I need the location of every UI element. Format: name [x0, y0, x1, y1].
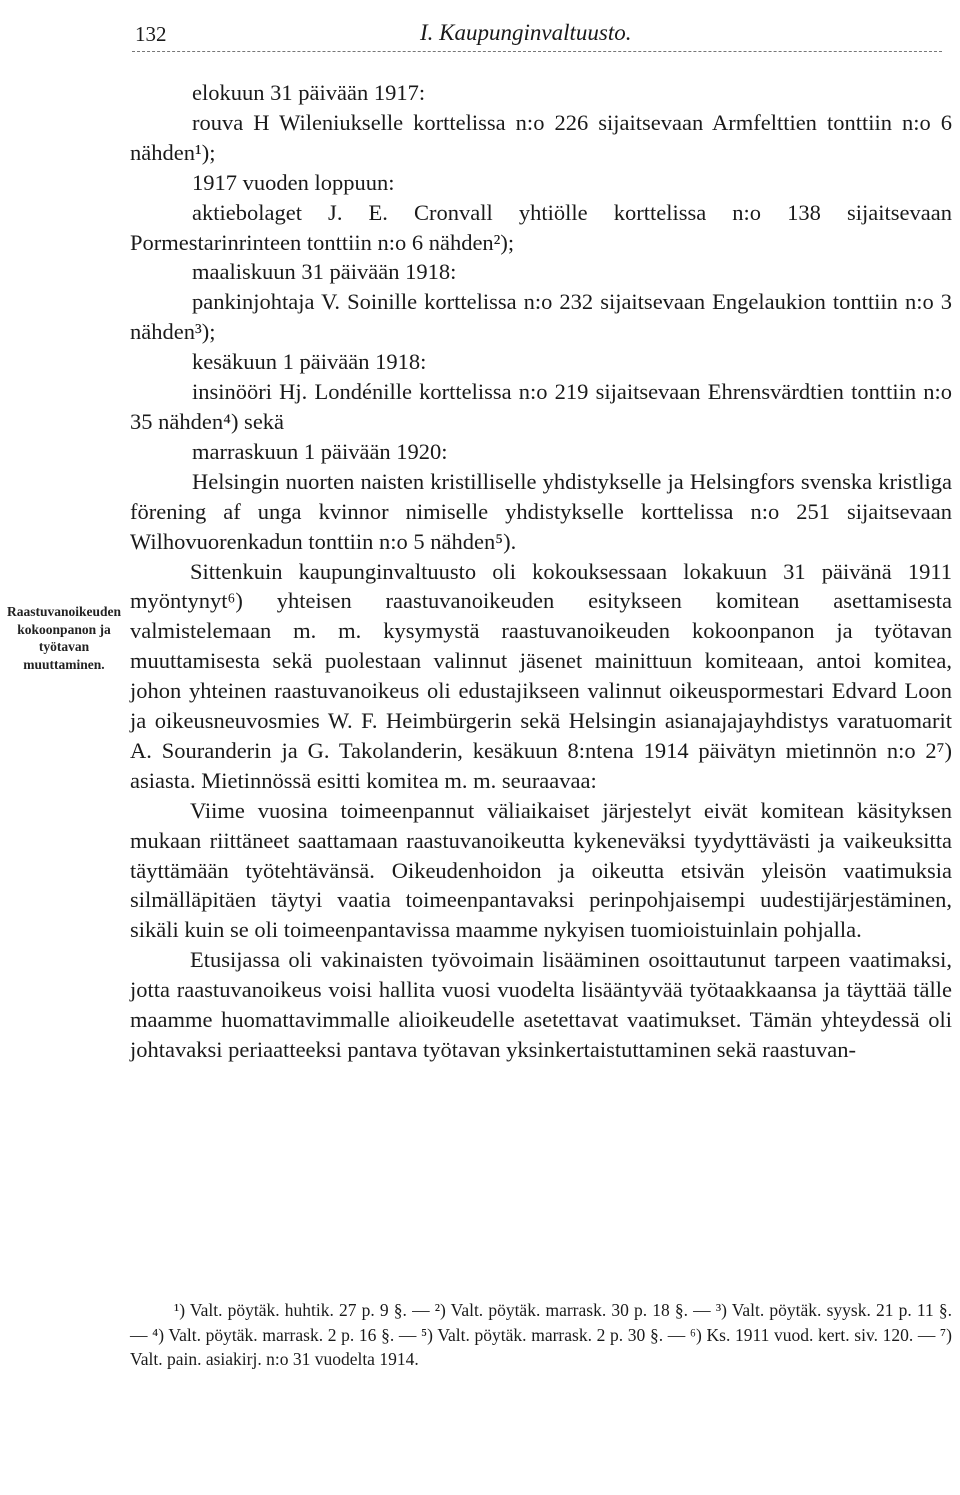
- paragraph-date-3: maaliskuun 31 päivään 1918:: [192, 259, 457, 285]
- paragraph-lessee-4: insinööri Hj. Londénille korttelissa n:o 219 sijaitsevaan Ehrensvärdtien tonttiin n:o 35 nähden⁴) sekä: [130, 379, 952, 434]
- paragraph-lessee-2: aktiebolaget J. E. Cronvall yhtiölle korttelissa n:o 138 sijaitsevaan Pormestarinrinteen tonttiin n:o 6 nähden²);: [130, 199, 952, 255]
- paragraph-date-2: 1917 vuoden loppuun:: [192, 169, 395, 195]
- paragraph-date-1: elokuun 31 päivään 1917:: [192, 80, 426, 105]
- paragraph-date-5: marraskuun 1 päivään 1920:: [192, 438, 448, 464]
- page-number: 132: [135, 22, 167, 46]
- paragraph-lessee-3: pankinjohtaja V. Soinille korttelissa n:o 232 sijaitsevaan Engelaukion tonttiin n:o 3 nähden³);: [130, 289, 952, 345]
- paragraph-date-4: kesäkuun 1 päivään 1918:: [192, 349, 427, 375]
- paragraph-lessee-1: rouva H Wileniukselle korttelissa n:o 226 sijaitsevaan Armfelttien tonttiin n:o 6 nähden¹);: [130, 109, 952, 165]
- paragraph-lessee-5: Helsingin nuorten naisten kristilliselle yhdistykselle ja Helsingfors svenska kristliga förening af unga kvinnor nimiselle yhdistykselle korttelissa n:o 251 sijaitsevaan Wilhovuorenkadun tonttiin n:o 5 nähden⁵).: [130, 468, 952, 554]
- footnote-text: ¹) Valt. pöytäk. huhtik. 27 p. 9 §. — ²) Valt. pöytäk. marrask. 30 p. 18 §. — ³) Valt. pöytäk. syysk. 21 p. 11 §. — ⁴) Valt. pöytäk. marrask. 2 p. 16 §. — ⁵) Valt. pöytäk. marrask. 2 p. 30 §. — ⁶) Ks. 1911 vuod. kert. siv. 120. — ⁷) Valt. pain. asiakirj. n:o 31 vuodelta 1914.: [130, 1300, 952, 1369]
- body-text: [130, 78, 952, 1065]
- running-title: I. Kaupunginvaltuusto.: [420, 20, 632, 45]
- footnotes: [130, 1298, 952, 1372]
- margin-note: Raastuvanoikeuden kokoonpanon ja työtavan muuttaminen.: [6, 604, 122, 672]
- page-header: [0, 18, 960, 58]
- paragraph-committee: Sittenkuin kaupunginvaltuusto oli kokouksessaan lokakuun 31 päivänä 1911 myöntynyt⁶) yhteisen raastuvanoikeuden esitykseen komitean asettamisesta valmistelemaan m. m. kysymystä raastuvanoikeuden kokoonpanon ja työtavan muuttamisesta sekä puolestaan valinnut jäsenet mainittuun komiteaan, antoi komitea, johon yhteinen raastuvanoikeus oli edustajikseen valinnut oikeuspormestari Edvard Loon ja oikeusneuvosmies W. F. Heimbürgerin sekä Helsingin asianajajayhdistys varatuomarit A. Souranderin ja G. Takolanderin, kesäkuun 8:ntena 1914 päivätyn mietinnön n:o 2⁷) asiasta. Mietinnössä esitti komitea m. m. seuraavaa:: [130, 558, 952, 793]
- header-divider: [132, 51, 942, 52]
- paragraph-quote-2: Etusijassa oli vakinaisten työvoimain lisääminen osoittautunut tarpeen vaatimaksi, jotta raastuvanoikeus voisi hallita vuosi vuodelta lisääntyvää työtaakkaansa ja täyttää tälle maamme huomattavimmalle alioikeudelle asetettavat vaatimukset. Tämän yhteydessä oli johtavaksi periaatteeksi pantava työtavan yksinkertaistuttaminen sekä raastuvan-: [130, 947, 952, 1062]
- paragraph-quote-1: Viime vuosina toimeenpannut väliaikaiset järjestelyt eivät komitean käsityksen mukaan riittäneet saattamaan raastuvanoikeutta kykeneväksi tyydyttävästi ja vaikeuksitta täyttämään työtehtävänsä. Oikeudenhoidon ja oikeutta etsivän yleisön vaatimuksia silmälläpitäen täytyi vaatia toimeenpantavaksi perinpohjaisempi uudestijärjestäminen, sikäli kuin se oli toimeenpantavissa maamme nykyisen tuomioistuinlain pohjalla.: [130, 797, 952, 943]
